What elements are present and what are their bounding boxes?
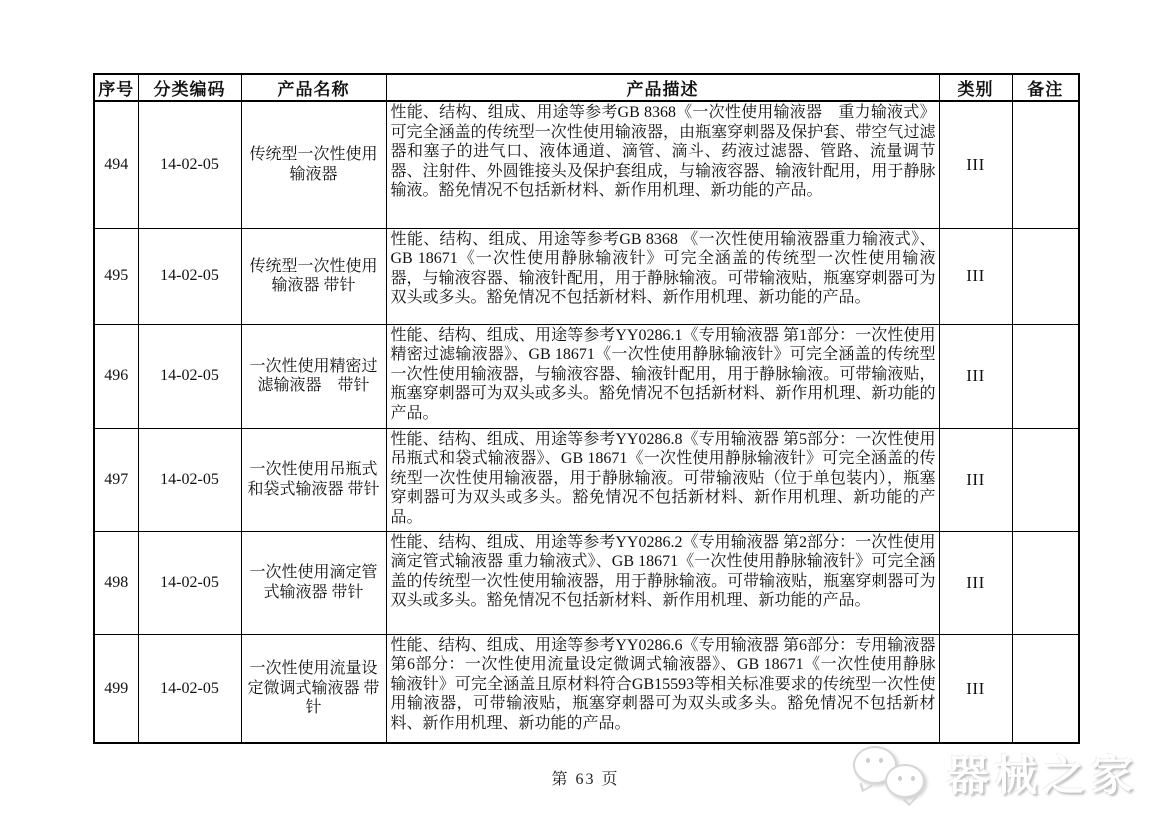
cell-product-name: 传统型一次性使用输液器 带针 bbox=[241, 228, 386, 324]
col-header-serial: 序号 bbox=[94, 74, 138, 101]
cell-classification-code: 14-02-05 bbox=[138, 228, 241, 324]
cell-classification-code: 14-02-05 bbox=[138, 531, 241, 634]
page-number: 第 63 页 bbox=[551, 771, 620, 788]
col-header-note: 备注 bbox=[1012, 74, 1079, 101]
table-row bbox=[94, 634, 1079, 743]
bubble-eye bbox=[879, 758, 883, 763]
product-classification-table bbox=[93, 73, 1080, 744]
cell-product-name: 一次性使用滴定管式输液器 带针 bbox=[241, 531, 386, 634]
cell-product-description: 性能、结构、组成、用途等参考YY0286.8《专用输液器 第5部分：一次性使用吊瓶式和袋式输液器》、GB 18671《一次性使用静脉输液针》可完全涵盖的传统型一次性使用输液器，用于静脉输液。可带输液贴（位于单包装内），瓶塞穿刺器可为双头或多头。豁免情况不包括新材料、新作用机理、新功能的产品。 bbox=[386, 428, 939, 531]
table-header-row bbox=[94, 74, 1079, 101]
table-row bbox=[94, 101, 1079, 228]
bubble-eye bbox=[898, 776, 902, 781]
watermark-text: 器械之家 bbox=[946, 754, 1139, 800]
cell-classification-code: 14-02-05 bbox=[138, 634, 241, 743]
cell-category: III bbox=[939, 228, 1012, 324]
cell-note bbox=[1012, 428, 1079, 531]
cell-category: III bbox=[939, 101, 1012, 228]
cell-serial-number: 497 bbox=[94, 428, 138, 531]
cell-serial-number: 495 bbox=[94, 228, 138, 324]
cell-product-name: 一次性使用吊瓶式和袋式输液器 带针 bbox=[241, 428, 386, 531]
cell-product-description: 性能、结构、组成、用途等参考GB 8368《一次性使用输液器 重力输液式》可完全涵盖的传统型一次性使用输液器，由瓶塞穿刺器及保护套、带空气过滤器和塞子的进气口、液体通道、滴管、滴斗、药液过滤器、管路、流量调节器、注射件、外圆锥接头及保护套组成，与输液容器、输液针配用，用于静脉输液。豁免情况不包括新材料、新作用机理、新功能的产品。 bbox=[386, 101, 939, 228]
bubble-eye bbox=[866, 758, 870, 763]
col-header-category: 类别 bbox=[939, 74, 1012, 101]
cell-product-description: 性能、结构、组成、用途等参考GB 8368 《一次性使用输液器重力输液式》、GB 18671《一次性使用静脉输液针》可完全涵盖的传统型一次性使用输液器，与输液容器、输液针配用，用于静脉输液。可带输液贴，瓶塞穿刺器可为双头或多头。豁免情况不包括新材料、新作用机理、新功能的产品。 bbox=[386, 228, 939, 324]
table-row bbox=[94, 324, 1079, 428]
col-header-product-name: 产品名称 bbox=[241, 74, 386, 101]
bubble-eye bbox=[911, 776, 915, 781]
cell-note bbox=[1012, 634, 1079, 743]
cell-serial-number: 498 bbox=[94, 531, 138, 634]
table-row bbox=[94, 428, 1079, 531]
watermark bbox=[853, 742, 1139, 804]
cell-product-name: 传统型一次性使用输液器 bbox=[241, 101, 386, 228]
cell-note bbox=[1012, 531, 1079, 634]
cell-product-name: 一次性使用流量设定微调式输液器 带针 bbox=[241, 634, 386, 743]
cell-classification-code: 14-02-05 bbox=[138, 324, 241, 428]
wechat-bubbles-icon bbox=[853, 742, 931, 804]
cell-category: III bbox=[939, 634, 1012, 743]
col-header-code: 分类编码 bbox=[138, 74, 241, 101]
cell-serial-number: 494 bbox=[94, 101, 138, 228]
table-row bbox=[94, 228, 1079, 324]
cell-category: III bbox=[939, 428, 1012, 531]
table-row bbox=[94, 531, 1079, 634]
cell-note bbox=[1012, 324, 1079, 428]
cell-classification-code: 14-02-05 bbox=[138, 101, 241, 228]
cell-classification-code: 14-02-05 bbox=[138, 428, 241, 531]
cell-category: III bbox=[939, 324, 1012, 428]
chat-bubble-small bbox=[885, 764, 925, 798]
cell-category: III bbox=[939, 531, 1012, 634]
cell-product-description: 性能、结构、组成、用途等参考YY0286.1《专用输液器 第1部分：一次性使用精密过滤输液器》、GB 18671《一次性使用静脉输液针》可完全涵盖的传统型一次性使用输液器，与输液容器、输液针配用，用于静脉输液。可带输液贴，瓶塞穿刺器可为双头或多头。豁免情况不包括新材料、新作用机理、新功能的产品。 bbox=[386, 324, 939, 428]
cell-note bbox=[1012, 228, 1079, 324]
cell-product-description: 性能、结构、组成、用途等参考YY0286.6《专用输液器 第6部分：专用输液器 第6部分：一次性使用流量设定微调式输液器》、GB 18671《一次性使用静脉输液针》可完全涵盖且原材料符合GB15593等相关标准要求的传统型一次性使用输液器，可带输液贴，瓶塞穿刺器可为双头或多头。豁免情况不包括新材料、新作用机理、新功能的产品。 bbox=[386, 634, 939, 743]
cell-serial-number: 496 bbox=[94, 324, 138, 428]
cell-note bbox=[1012, 101, 1079, 228]
col-header-description: 产品描述 bbox=[386, 74, 939, 101]
cell-serial-number: 499 bbox=[94, 634, 138, 743]
cell-product-description: 性能、结构、组成、用途等参考YY0286.2《专用输液器 第2部分：一次性使用滴定管式输液器 重力输液式》、GB 18671《一次性使用静脉输液针》可完全涵盖的传统型一次性使用输液器，用于静脉输液。可带输液贴，瓶塞穿刺器可为双头或多头。豁免情况不包括新材料、新作用机理、新功能的产品。 bbox=[386, 531, 939, 634]
cell-product-name: 一次性使用精密过滤输液器 带针 bbox=[241, 324, 386, 428]
